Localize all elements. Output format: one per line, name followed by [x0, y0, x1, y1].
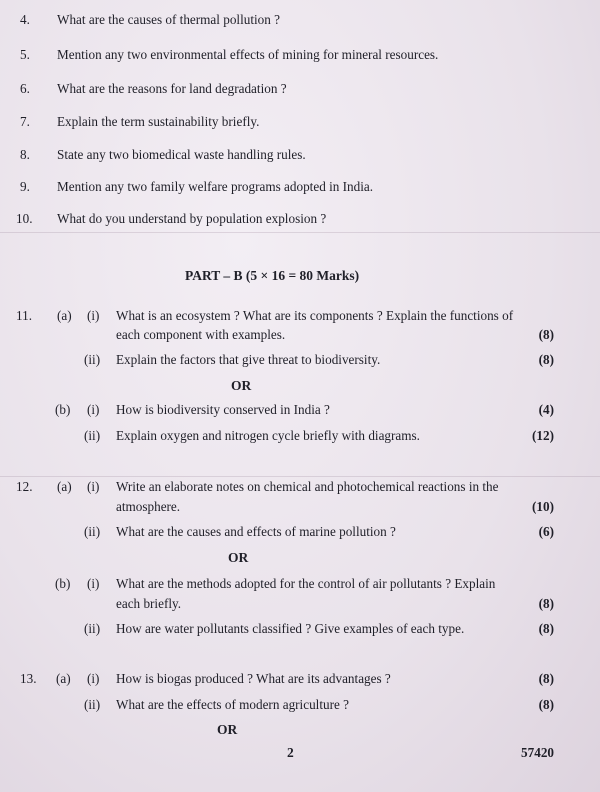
question-number: 5.	[20, 47, 30, 62]
marks: (8)	[538, 327, 554, 342]
or-separator: OR	[228, 550, 249, 565]
sub-sub-part-label: (i)	[87, 308, 100, 323]
sub-sub-part-label: (i)	[87, 479, 100, 494]
question-text: How is biodiversity conserved in India ?	[116, 402, 330, 417]
question-text: Write an elaborate notes on chemical and photochemical reactions in the	[116, 479, 499, 494]
question-text: atmosphere.	[116, 499, 181, 514]
question-number: 4.	[20, 12, 30, 27]
question-number: 10.	[16, 211, 33, 226]
question-text: Explain oxygen and nitrogen cycle briefly with diagrams.	[116, 428, 420, 443]
question-number: 8.	[20, 147, 30, 162]
marks: (12)	[532, 428, 554, 443]
sub-part-label: (a)	[56, 671, 71, 686]
page-number: 2	[287, 745, 294, 760]
marks: (8)	[538, 671, 554, 686]
question-text: each briefly.	[116, 596, 182, 611]
question-number: 13.	[20, 671, 37, 686]
question-text: Explain the factors that give threat to biodiversity.	[116, 352, 381, 367]
or-separator: OR	[231, 378, 252, 393]
sub-sub-part-label: (ii)	[84, 352, 101, 367]
question-text: State any two biomedical waste handling rules.	[57, 147, 306, 162]
sub-part-label: (b)	[55, 576, 71, 591]
sub-sub-part-label: (ii)	[84, 697, 101, 712]
paper-code: 57420	[521, 745, 554, 760]
question-text: What do you understand by population explosion ?	[57, 211, 327, 226]
sub-sub-part-label: (i)	[87, 671, 100, 686]
marks: (8)	[538, 621, 554, 636]
question-number: 9.	[20, 179, 30, 194]
or-separator: OR	[217, 722, 238, 737]
question-number: 11.	[16, 308, 32, 323]
sub-sub-part-label: (ii)	[84, 621, 101, 636]
sub-part-label: (a)	[57, 479, 72, 494]
part-b-heading: PART – B (5 × 16 = 80 Marks)	[185, 268, 360, 283]
question-text: each component with examples.	[116, 327, 286, 342]
sub-part-label: (b)	[55, 402, 71, 417]
question-text: What are the effects of modern agriculture ?	[116, 697, 349, 712]
sub-part-label: (a)	[57, 308, 72, 323]
sub-sub-part-label: (i)	[87, 576, 100, 591]
marks: (8)	[538, 352, 554, 367]
paper-fold-line	[0, 476, 600, 477]
marks: (8)	[538, 697, 554, 712]
question-text: How is biogas produced ? What are its advantages ?	[116, 671, 391, 686]
marks: (8)	[538, 596, 554, 611]
question-text: Mention any two environmental effects of mining for mineral resources.	[57, 47, 439, 62]
sub-sub-part-label: (ii)	[84, 524, 101, 539]
question-text: What are the reasons for land degradation ?	[57, 81, 287, 96]
sub-sub-part-label: (ii)	[84, 428, 101, 443]
question-text: What are the causes and effects of marine pollution ?	[116, 524, 396, 539]
question-text: Mention any two family welfare programs adopted in India.	[57, 179, 374, 194]
question-text: Explain the term sustainability briefly.	[57, 114, 260, 129]
marks: (6)	[538, 524, 554, 539]
marks: (10)	[532, 499, 554, 514]
question-text: What are the causes of thermal pollution ?	[57, 12, 281, 27]
question-number: 7.	[20, 114, 30, 129]
question-text: How are water pollutants classified ? Give examples of each type.	[116, 621, 465, 636]
question-number: 6.	[20, 81, 30, 96]
marks: (4)	[538, 402, 554, 417]
paper-fold-line	[0, 232, 600, 233]
question-number: 12.	[16, 479, 33, 494]
question-text: What is an ecosystem ? What are its components ? Explain the functions of	[116, 308, 514, 323]
question-text: What are the methods adopted for the control of air pollutants ? Explain	[116, 576, 496, 591]
sub-sub-part-label: (i)	[87, 402, 100, 417]
